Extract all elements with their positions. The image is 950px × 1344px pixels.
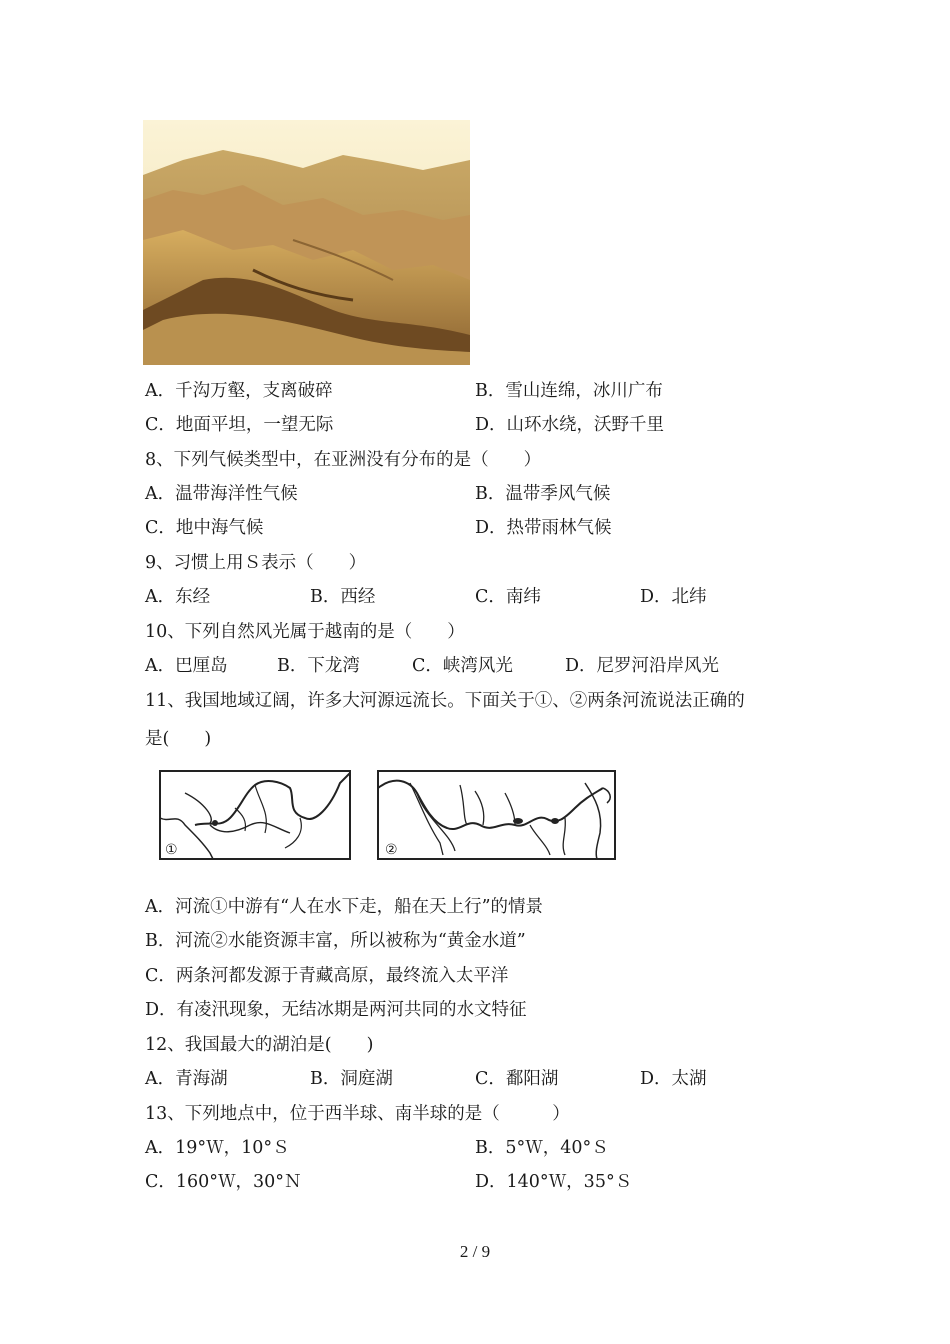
q9-option-a: A．东经 (145, 587, 211, 607)
q11-option-a: A．河流①中游有“人在水下走，船在天上行”的情景 (145, 897, 544, 917)
q11-question-line1: 11、我国地域辽阔，许多大河源远流长。下面关于①、②两条河流说法正确的 (145, 691, 745, 711)
page-number: 2 / 9 (459, 1242, 491, 1261)
q13-option-b: B．5°Ｗ，40°Ｓ (475, 1138, 609, 1158)
q9-option-c: C．南纬 (475, 587, 541, 607)
map-yangtze-river (378, 771, 615, 859)
q10-option-a: A．巴厘岛 (145, 656, 228, 676)
q8-question: 8、下列气候类型中，在亚洲没有分布的是（ ） (145, 450, 542, 470)
q11-option-c: C．两条河都发源于青藏高原，最终流入太平洋 (145, 966, 509, 986)
q10-question: 10、下列自然风光属于越南的是（ ） (145, 622, 465, 642)
q13-option-c: C．160°Ｗ，30°Ｎ (145, 1172, 302, 1192)
q13-option-d: D．140°Ｗ，35°Ｓ (475, 1172, 633, 1192)
q7-option-c: C．地面平坦，一望无际 (145, 415, 334, 435)
q8-option-d: D．热带雨林气候 (475, 518, 612, 538)
q10-option-b: B．下龙湾 (277, 656, 360, 676)
q9-option-b: B．西经 (310, 587, 376, 607)
q10-option-c: C．峡湾风光 (412, 656, 513, 676)
loess-plateau-photo (143, 120, 470, 365)
q12-option-d: D．太湖 (640, 1069, 707, 1089)
q10-option-d: D．尼罗河沿岸风光 (565, 656, 720, 676)
q7-option-a: A．千沟万壑，支离破碎 (145, 381, 333, 401)
q7-option-b: B．雪山连绵，冰川广布 (475, 381, 663, 401)
q7-option-d: D．山环水绕，沃野千里 (475, 415, 665, 435)
q11-question-line2: 是( ) (145, 729, 212, 749)
q8-option-c: C．地中海气候 (145, 518, 264, 538)
q12-option-a: A．青海湖 (145, 1069, 228, 1089)
q13-question: 13、下列地点中，位于西半球、南半球的是（ ） (145, 1104, 570, 1124)
q8-option-b: B．温带季风气候 (475, 484, 611, 504)
q12-option-b: B．洞庭湖 (310, 1069, 393, 1089)
map-2-label: ② (385, 842, 398, 858)
q11-option-b: B．河流②水能资源丰富，所以被称为“黄金水道” (145, 931, 526, 951)
q8-option-a: A．温带海洋性气候 (145, 484, 298, 504)
map-1-label: ① (165, 842, 178, 858)
q9-option-d: D．北纬 (640, 587, 707, 607)
q12-question: 12、我国最大的湖泊是( ) (145, 1035, 374, 1055)
q9-question: 9、习惯上用Ｓ表示（ ） (145, 553, 367, 573)
river-maps (155, 763, 620, 869)
map-yellow-river (160, 771, 350, 859)
q13-option-a: A．19°Ｗ，10°Ｓ (145, 1138, 290, 1158)
q11-option-d: D．有凌汛现象，无结冰期是两河共同的水文特征 (145, 1000, 527, 1020)
q12-option-c: C．鄱阳湖 (475, 1069, 559, 1089)
